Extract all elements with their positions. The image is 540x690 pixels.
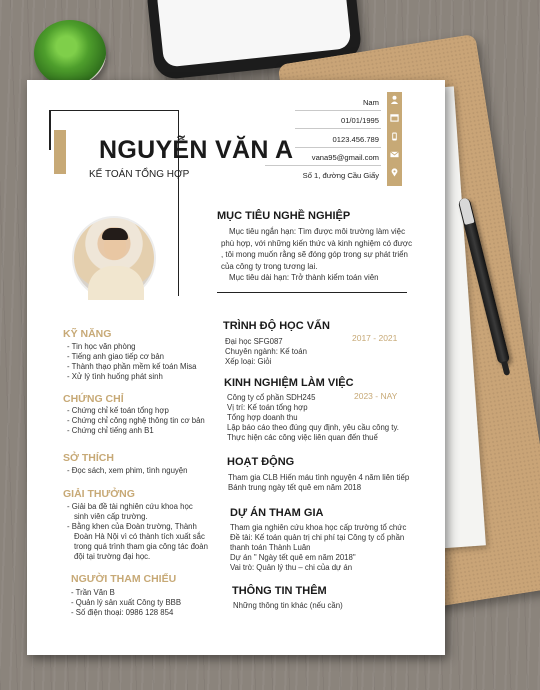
list-item: - Giải ba đề tài nghiên cứu khoa học [67,502,208,512]
list-item: - Chứng chỉ kế toán tổng hợp [67,406,205,416]
list-item: đội tại trường đại học. [74,552,151,561]
education-years: 2017 - 2021 [352,333,398,343]
more-info-title: THÔNG TIN THÊM [232,585,327,597]
list-item: sinh viên cấp trường. [74,512,148,521]
list-item: - Trần Văn B [71,588,181,598]
phone-icon [387,132,402,146]
contact-gender: Nam [362,98,379,107]
list-item: trong quá trình tham gia công tác đoàn [74,542,208,551]
references-title: NGƯỜI THAM CHIẾU [71,573,177,585]
list-item: - Tiếng anh giao tiếp cơ bản [67,352,196,362]
list-item: - Quản lý sản xuất Công ty BBB [71,598,181,608]
list-item: - Đọc sách, xem phim, tình nguyện [67,466,187,476]
list-item: - Thành thạo phần mềm kế toán Misa [67,362,196,372]
job-title: KẾ TOÁN TỔNG HỢP [89,169,190,180]
awards-list [67,502,208,562]
hobbies-list [67,466,187,476]
email-icon [387,150,402,164]
list-item: - Xử lý tình huống phát sinh [67,372,196,382]
location-pin-icon [387,168,402,182]
skills-list [67,342,196,382]
references-list [71,588,181,618]
contact-dob: 01/01/1995 [340,116,379,125]
contact-divider [295,147,381,148]
certificates-list [67,406,205,436]
education-title: TRÌNH ĐỘ HỌC VẤN [223,320,330,332]
experience-years: 2023 - NAY [354,391,398,401]
name-accent-bar [54,130,66,174]
contact-address: Số 1, đường Cầu Giấy [302,171,379,180]
cv-sheet [27,80,445,655]
objective-text: Mục tiêu ngắn hạn: Tìm được môi trường làm việc phù hợp, với những kiến thức và kinh nghiệm có được , tôi mong muốn rằng sẽ đóng góp trong sự phát triển của công ty trong tương lai. Mục tiêu dài hạn: Trở thành kiểm toán viên [221,227,413,282]
education-text: Đại học SFG087 Chuyên ngành: Kế toán Xếp loại: Giỏi [225,337,307,366]
objective-divider [217,292,407,293]
experience-text: Công ty cổ phần SDH245 Vị trí: Kế toán tổng hợp Tổng hợp doanh thu Lập báo cáo theo đúng quy định, yêu cầu công ty. Thực hiện các công việc liên quan đến thuế [227,393,399,442]
contact-divider [265,165,381,166]
projects-title: DỰ ÁN THAM GIA [230,507,324,519]
list-item: - Số điện thoại: 0986 128 854 [71,608,181,618]
avatar [72,216,156,300]
contact-email: vana95@gmail.com [311,153,379,162]
objective-title: MỤC TIÊU NGHỀ NGHIỆP [217,210,351,222]
more-info-text: Những thông tin khác (nếu cần) [233,601,343,610]
contact-phone: 0123.456.789 [332,135,379,144]
experience-title: KINH NGHIỆM LÀM VIỆC [224,377,354,389]
contact-divider [295,110,381,111]
person-icon [387,95,402,109]
candidate-name: NGUYỄN VĂN A [99,136,294,164]
list-item: - Tin học văn phòng [67,342,196,352]
list-item: Đoàn Hà Nội vì có thành tích xuất sắc [74,532,205,541]
skills-title: KỸ NĂNG [63,328,112,340]
calendar-icon [387,113,402,127]
list-item: - Bằng khen của Đoàn trường, Thành [67,522,208,532]
activities-text: Tham gia CLB Hiến máu tình nguyện 4 năm liên tiếp Bánh trung ngày tết quê em năm 2018 [228,473,410,492]
header-frame-left [49,110,51,150]
plant-pot-prop [34,20,106,86]
contact-icon-bar [387,92,402,186]
list-item: - Chứng chỉ tiếng anh B1 [67,426,205,436]
certificates-title: CHỨNG CHỈ [63,393,124,405]
activities-title: HOẠT ĐỘNG [227,456,295,468]
contact-divider [295,128,381,129]
projects-text: Tham gia nghiên cứu khoa học cấp trường tổ chức Đề tài: Kế toán quản trị chi phí tại Công ty cổ phần thanh toán Thành Luân Dự án " Ngày tết quê em năm 2018" Vai trò: Quản lý thu – chi của dự án [230,523,407,572]
list-item: - Chứng chỉ công nghệ thông tin cơ bản [67,416,205,426]
awards-title: GIẢI THƯỞNG [63,488,135,500]
hobbies-title: SỞ THÍCH [63,452,114,464]
